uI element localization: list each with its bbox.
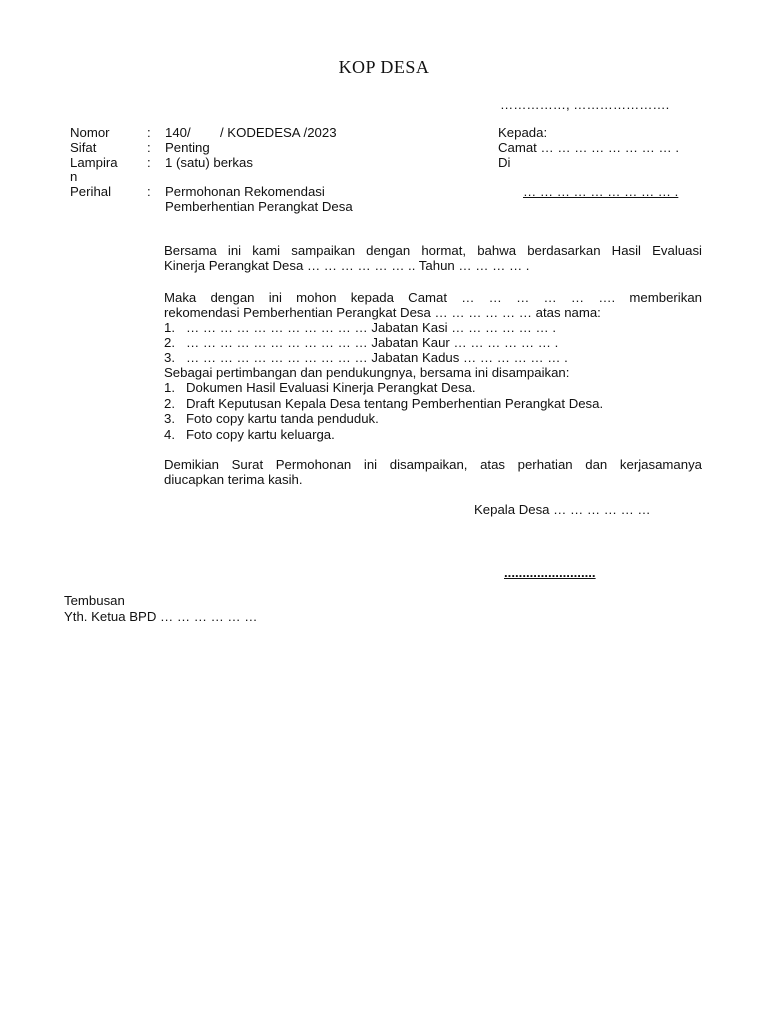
paragraph-opening-line-1: Bersama ini kami sampaikan dengan hormat, bahwa berdasarkan Hasil Evaluasi xyxy=(164,243,702,258)
recipient-di: Di xyxy=(498,155,511,170)
lampiran-colon: : xyxy=(147,155,151,170)
list-item-number: 1. xyxy=(164,320,175,335)
letterhead-title: KOP DESA xyxy=(338,57,430,77)
recipient-kepada: Kepada: xyxy=(498,125,548,140)
list-item-text: Dokumen Hasil Evaluasi Kinerja Perangkat Desa. xyxy=(186,380,476,395)
list-item-text: … … … … … … … … … … … Jabatan Kasi … … … … … … . xyxy=(186,320,557,335)
list-item xyxy=(164,320,556,335)
paragraph-request-line-2: rekomendasi Pemberhentian Perangkat Desa … … … … … … atas nama: xyxy=(164,305,601,320)
closing-line-2: diucapkan terima kasih. xyxy=(164,472,303,487)
perihal-value-1: Permohonan Rekomendasi xyxy=(165,184,325,199)
perihal-colon: : xyxy=(147,184,151,199)
list-item-number: 4. xyxy=(164,427,175,442)
perihal-label: Perihal xyxy=(70,184,112,199)
list-item xyxy=(164,396,603,411)
closing-line-1: Demikian Surat Permohonan ini disampaikan, atas perhatian dan kerjasamanya xyxy=(164,457,702,472)
list-item-number: 2. xyxy=(164,396,175,411)
nomor-label: Nomor xyxy=(70,125,110,140)
list-item-text: Draft Keputusan Kepala Desa tentang Pemberhentian Perangkat Desa. xyxy=(186,396,604,411)
list-item-text: … … … … … … … … … … … Jabatan Kadus … … … … … … . xyxy=(186,350,568,365)
sifat-label: Sifat xyxy=(70,140,97,155)
list-item-number: 2. xyxy=(164,335,175,350)
lampiran-value: 1 (satu) berkas xyxy=(165,155,253,170)
list-item-number: 3. xyxy=(164,350,175,365)
considerations-intro: Sebagai pertimbangan dan pendukungnya, bersama ini disampaikan: xyxy=(164,365,570,380)
sifat-colon: : xyxy=(147,140,151,155)
cc-label: Tembusan xyxy=(64,593,125,608)
list-item xyxy=(164,380,476,395)
list-item-text: Foto copy kartu keluarga. xyxy=(186,427,335,442)
cc-item: Yth. Ketua BPD … … … … … … xyxy=(64,609,258,624)
lampiran-label-wrap: n xyxy=(70,169,78,184)
nomor-colon: : xyxy=(147,125,151,140)
signature-position: Kepala Desa … … … … … … xyxy=(474,502,651,517)
nomor-value: 140/ / KODEDESA /2023 xyxy=(165,125,337,140)
paragraph-opening-line-2: Kinerja Perangkat Desa … … … … … … .. Tahun … … … … . xyxy=(164,258,530,273)
paragraph-request-line-1: Maka dengan ini mohon kepada Camat … … … … … …. memberikan xyxy=(164,290,702,305)
signature-name: ......................... xyxy=(504,565,596,580)
list-item xyxy=(164,411,379,426)
list-item-number: 3. xyxy=(164,411,175,426)
list-item xyxy=(164,350,568,365)
perihal-value-2: Pemberhentian Perangkat Desa xyxy=(165,199,353,214)
lampiran-label: Lampira xyxy=(70,155,118,170)
recipient-place: … … … … … … … … … . xyxy=(523,184,679,199)
sifat-value: Penting xyxy=(165,140,210,155)
list-item-number: 1. xyxy=(164,380,175,395)
list-item xyxy=(164,335,558,350)
list-item-text: … … … … … … … … … … … Jabatan Kaur … … … … … … . xyxy=(186,335,559,350)
list-item-text: Foto copy kartu tanda penduduk. xyxy=(186,411,379,426)
place-date: ……………, …………………. xyxy=(500,97,670,112)
recipient-camat: Camat … … … … … … … … . xyxy=(498,140,679,155)
list-item xyxy=(164,427,335,442)
